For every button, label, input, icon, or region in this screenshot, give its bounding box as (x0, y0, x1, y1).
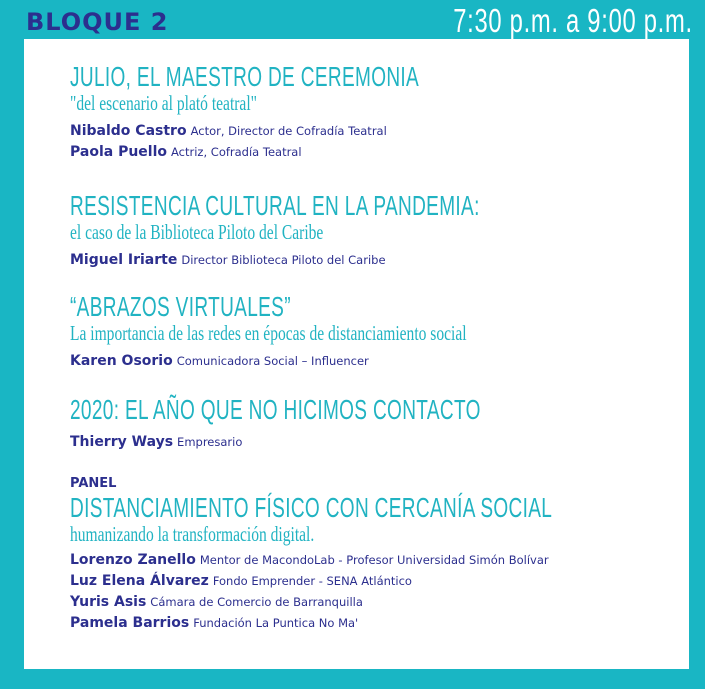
speaker-name: Thierry Ways (70, 434, 174, 450)
session-4 (70, 395, 670, 452)
speaker-role: Empresario (177, 435, 243, 449)
session-subtitle: La importancia de las redes en épocas de distanciamiento social (70, 321, 467, 345)
speaker (70, 350, 670, 371)
speaker (70, 120, 670, 141)
session-subtitle: el caso de la Biblioteca Piloto del Caribe (70, 220, 324, 244)
speaker (70, 431, 670, 452)
speaker-role: Director Biblioteca Piloto del Caribe (181, 253, 386, 267)
speaker-role: Cámara de Comercio de Barranquilla (150, 595, 363, 609)
speaker-name: Paola Puello (70, 144, 168, 160)
schedule-time: 7:30 p.m. a 9:00 p.m. (453, 2, 693, 39)
speaker (70, 591, 670, 612)
session-title: JULIO, EL MAESTRO DE CEREMONIA (70, 61, 420, 92)
speaker-name: Lorenzo Zanello (70, 552, 196, 568)
session-title: RESISTENCIA CULTURAL EN LA PANDEMIA: (70, 190, 480, 221)
program-card (24, 39, 689, 669)
session-title: DISTANCIAMIENTO FÍSICO CON CERCANÍA SOCIAL (70, 492, 553, 523)
speaker-name: Yuris Asis (70, 594, 147, 610)
session-title: 2020: EL AÑO QUE NO HICIMOS CONTACTO (70, 394, 481, 425)
session-subtitle: "del escenario al plató teatral" (70, 91, 257, 115)
speaker-role: Fundación La Puntica No Ma' (193, 616, 359, 630)
speaker-role: Actriz, Cofradía Teatral (171, 145, 302, 159)
speaker-name: Pamela Barrios (70, 615, 190, 631)
speaker-role: Mentor de MacondoLab - Profesor Universidad Simón Bolívar (199, 553, 549, 567)
speaker-name: Nibaldo Castro (70, 123, 187, 139)
speaker-role: Actor, Director de Cofradía Teatral (190, 124, 387, 138)
speaker (70, 612, 670, 633)
speaker-name: Karen Osorio (70, 353, 173, 369)
session-title: “ABRAZOS VIRTUALES” (70, 291, 291, 322)
speaker (70, 570, 670, 591)
session-subtitle: humanizando la transformación digital. (70, 522, 315, 546)
panel-tag: PANEL (70, 476, 117, 491)
session-1 (70, 62, 670, 162)
speaker (70, 549, 670, 570)
speaker-name: Miguel Iriarte (70, 252, 178, 268)
speaker-role: Comunicadora Social – Influencer (176, 354, 369, 368)
speaker (70, 141, 670, 162)
session-2 (70, 191, 670, 270)
session-3 (70, 292, 670, 371)
block-label: BLOQUE 2 (26, 8, 169, 36)
speaker-role: Fondo Emprender - SENA Atlántico (212, 574, 412, 588)
session-5-panel (70, 475, 670, 633)
speaker-name: Luz Elena Álvarez (70, 573, 209, 589)
speaker (70, 249, 670, 270)
